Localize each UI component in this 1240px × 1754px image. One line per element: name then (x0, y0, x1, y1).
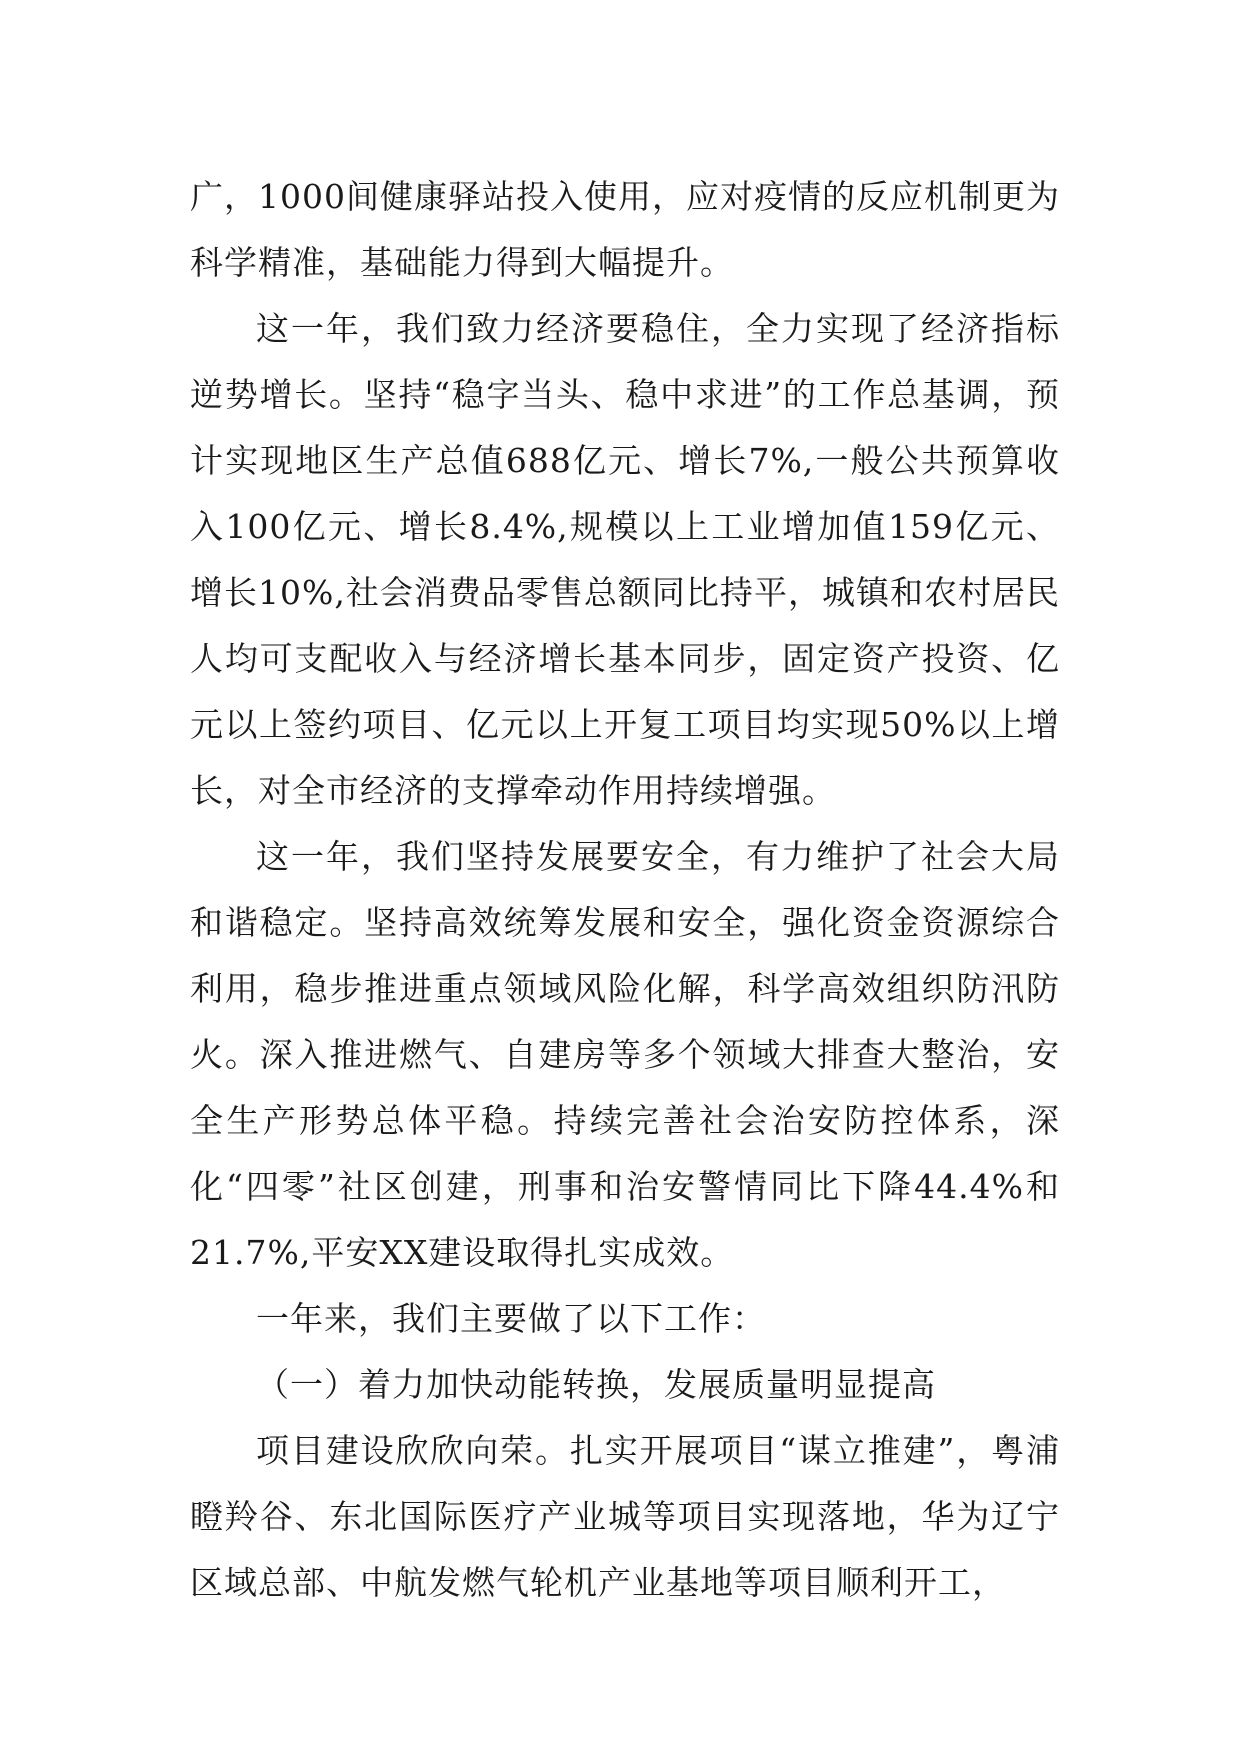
section-heading-1: （一）着力加快动能转换，发展质量明显提高 (256, 1365, 936, 1404)
paragraph-projects: 项目建设欣欣向荣。扎实开展项目“谋立推建”，粤浦瞪羚谷、东北国际医疗产业城等项目实现落地，华为辽宁区域总部、中航发燃气轮机产业基地等项目顺利开工， (190, 1431, 1060, 1602)
body-text (190, 164, 1060, 1616)
paragraph-summary-intro: 一年来，我们主要做了以下工作： (256, 1299, 766, 1338)
paragraph-economy: 这一年，我们致力经济要稳住，全力实现了经济指标逆势增长。坚持“稳字当头、稳中求进”的工作总基调，预计实现地区生产总值688亿元、增长7%,一般公共预算收入100亿元、增长8.4%,规模以上工业增加值159亿元、增长10%,社会消费品零售总额同比持平，城镇和农村居民人均可支配收入与经济增长基本同步，固定资产投资、亿元以上签约项目、亿元以上开复工项目均实现50%以上增长，对全市经济的支撑牵动作用持续增强。 (190, 309, 1060, 810)
paragraph-continuation: 广，1000间健康驿站投入使用，应对疫情的反应机制更为科学精准，基础能力得到大幅提升。 (190, 177, 1060, 282)
paragraph-safety: 这一年，我们坚持发展要安全，有力维护了社会大局和谐稳定。坚持高效统筹发展和安全，强化资金资源综合利用，稳步推进重点领域风险化解，科学高效组织防汛防火。深入推进燃气、自建房等多个领域大排查大整治，安全生产形势总体平稳。持续完善社会治安防控体系，深化“四零”社区创建，刑事和治安警情同比下降44.4%和21.7%,平安XX建设取得扎实成效。 (190, 837, 1060, 1272)
